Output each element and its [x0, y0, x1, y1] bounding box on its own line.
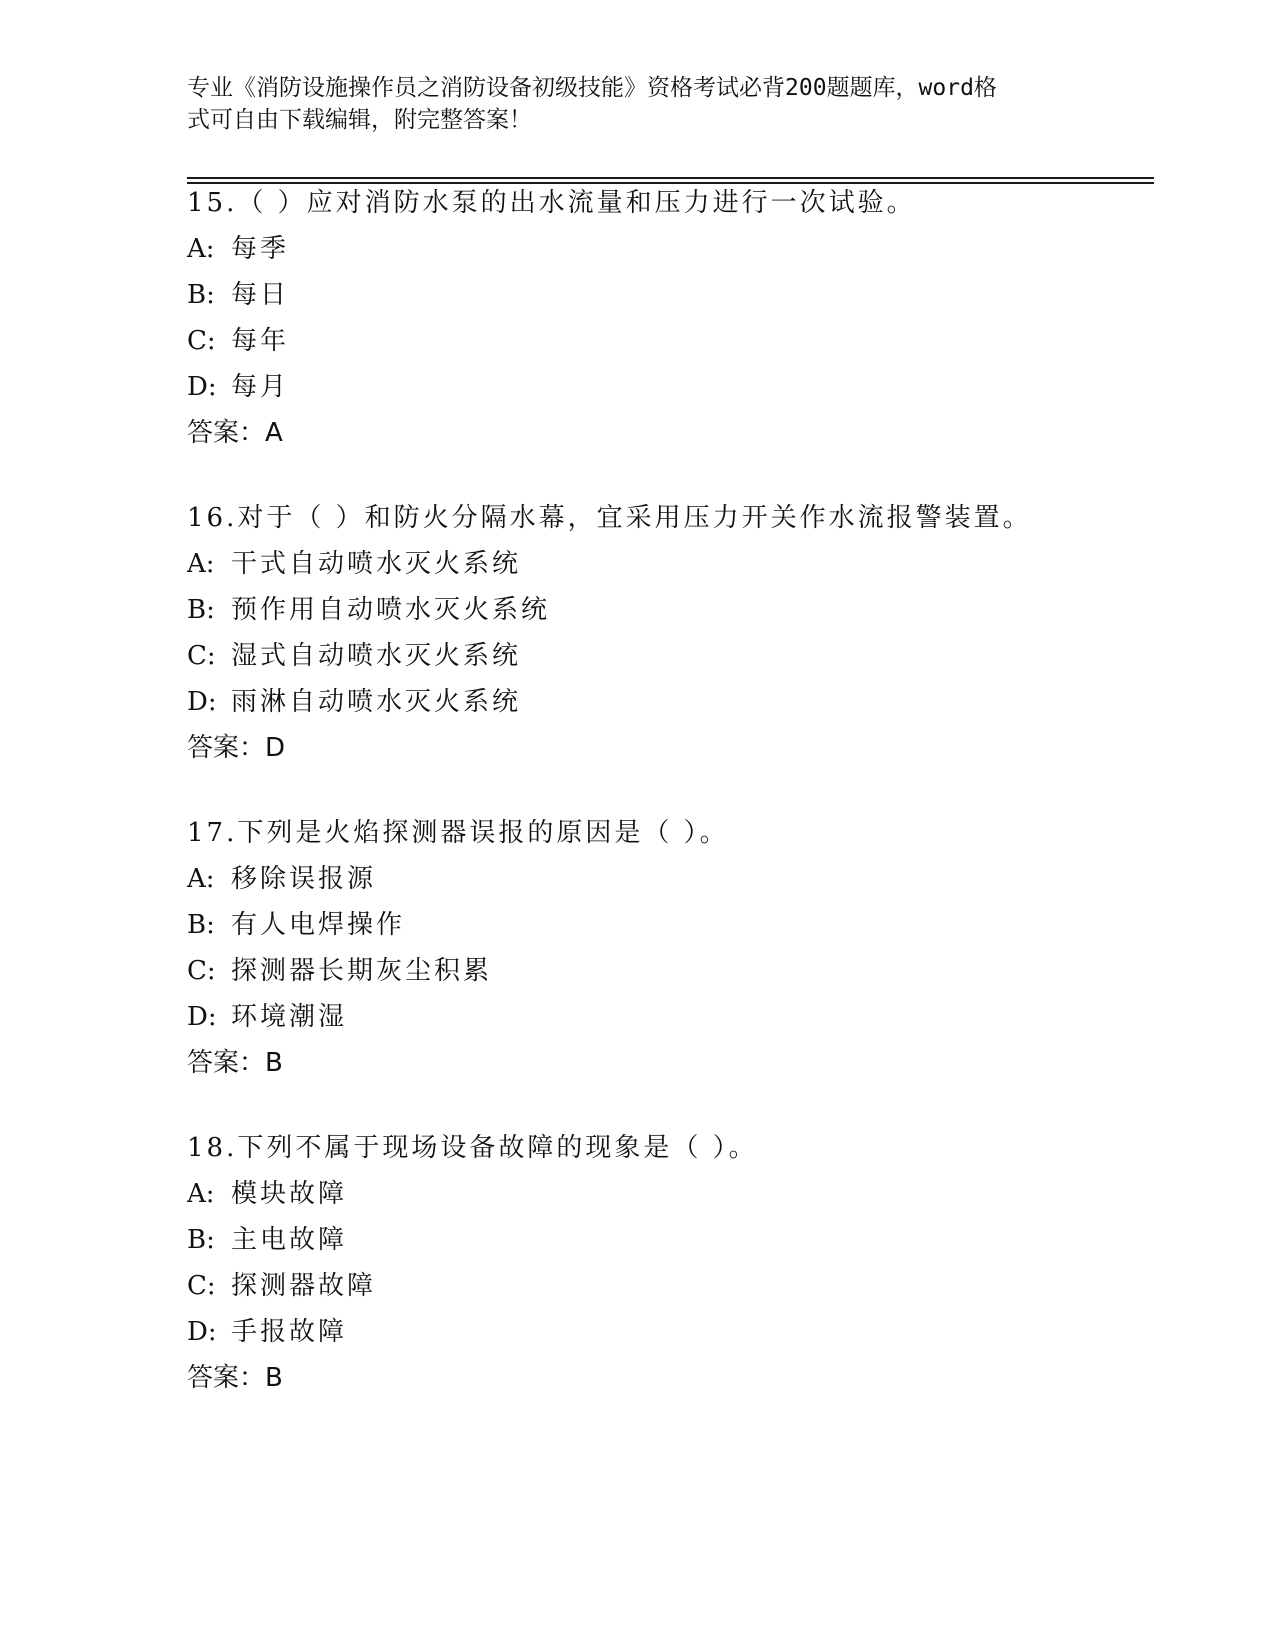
option-c	[187, 948, 1147, 994]
answer-text: 答案：B	[187, 1363, 283, 1393]
option-letter: D:	[187, 372, 217, 402]
option-text: 每月	[231, 372, 290, 402]
option-letter: B:	[187, 280, 215, 310]
option-letter: C:	[187, 956, 216, 986]
option-c	[187, 633, 1147, 679]
option-b	[187, 272, 1147, 318]
question-title: 18.下列不属于现场设备故障的现象是（ ）。	[187, 1133, 758, 1163]
option-text: 环境潮湿	[231, 1002, 348, 1032]
question-title: 15.（ ）应对消防水泵的出水流量和压力进行一次试验。	[187, 188, 916, 218]
question-17	[187, 810, 1147, 1086]
option-text: 有人电焊操作	[231, 910, 406, 940]
option-text: 手报故障	[231, 1317, 348, 1347]
option-letter: D:	[187, 687, 217, 717]
option-text: 干式自动喷水灭火系统	[231, 549, 522, 579]
option-d	[187, 1309, 1147, 1355]
option-letter: B:	[187, 1225, 215, 1255]
option-a	[187, 226, 1147, 272]
option-letter: D:	[187, 1317, 217, 1347]
option-text: 移除误报源	[231, 864, 377, 894]
option-d	[187, 364, 1147, 410]
document-header	[187, 72, 1067, 136]
question-title: 17.下列是火焰探测器误报的原因是（ ）。	[187, 818, 729, 848]
option-a	[187, 856, 1147, 902]
option-text: 探测器长期灰尘积累	[231, 956, 493, 986]
option-a	[187, 541, 1147, 587]
header-divider-top	[187, 177, 1154, 179]
question-16	[187, 495, 1147, 771]
answer-text: 答案：B	[187, 1048, 283, 1078]
header-line-2: 式可自由下载编辑，附完整答案！	[187, 107, 532, 133]
option-letter: B:	[187, 910, 215, 940]
option-letter: A:	[187, 234, 215, 264]
option-letter: C:	[187, 1271, 216, 1301]
option-letter: D:	[187, 1002, 217, 1032]
option-text: 模块故障	[231, 1179, 348, 1209]
option-a	[187, 1171, 1147, 1217]
option-letter: C:	[187, 326, 216, 356]
option-text: 每年	[231, 326, 290, 356]
option-c	[187, 1263, 1147, 1309]
option-letter: B:	[187, 595, 215, 625]
option-d	[187, 679, 1147, 725]
option-text: 每日	[231, 280, 290, 310]
option-text: 每季	[231, 234, 290, 264]
option-b	[187, 587, 1147, 633]
question-title: 16.对于（ ）和防火分隔水幕，宜采用压力开关作水流报警装置。	[187, 503, 1032, 533]
answer-text: 答案：A	[187, 418, 283, 448]
option-b	[187, 902, 1147, 948]
header-line-1: 专业《消防设施操作员之消防设备初级技能》资格考试必背200题题库，word格	[187, 75, 997, 101]
option-letter: A:	[187, 864, 215, 894]
question-18	[187, 1125, 1147, 1401]
option-text: 主电故障	[231, 1225, 348, 1255]
option-text: 探测器故障	[231, 1271, 377, 1301]
option-text: 雨淋自动喷水灭火系统	[231, 687, 522, 717]
option-text: 湿式自动喷水灭火系统	[231, 641, 522, 671]
option-letter: A:	[187, 1179, 215, 1209]
option-letter: C:	[187, 641, 216, 671]
option-d	[187, 994, 1147, 1040]
option-text: 预作用自动喷水灭火系统	[231, 595, 551, 625]
option-b	[187, 1217, 1147, 1263]
option-c	[187, 318, 1147, 364]
question-15	[187, 180, 1147, 456]
answer-text: 答案：D	[187, 733, 286, 763]
option-letter: A:	[187, 549, 215, 579]
